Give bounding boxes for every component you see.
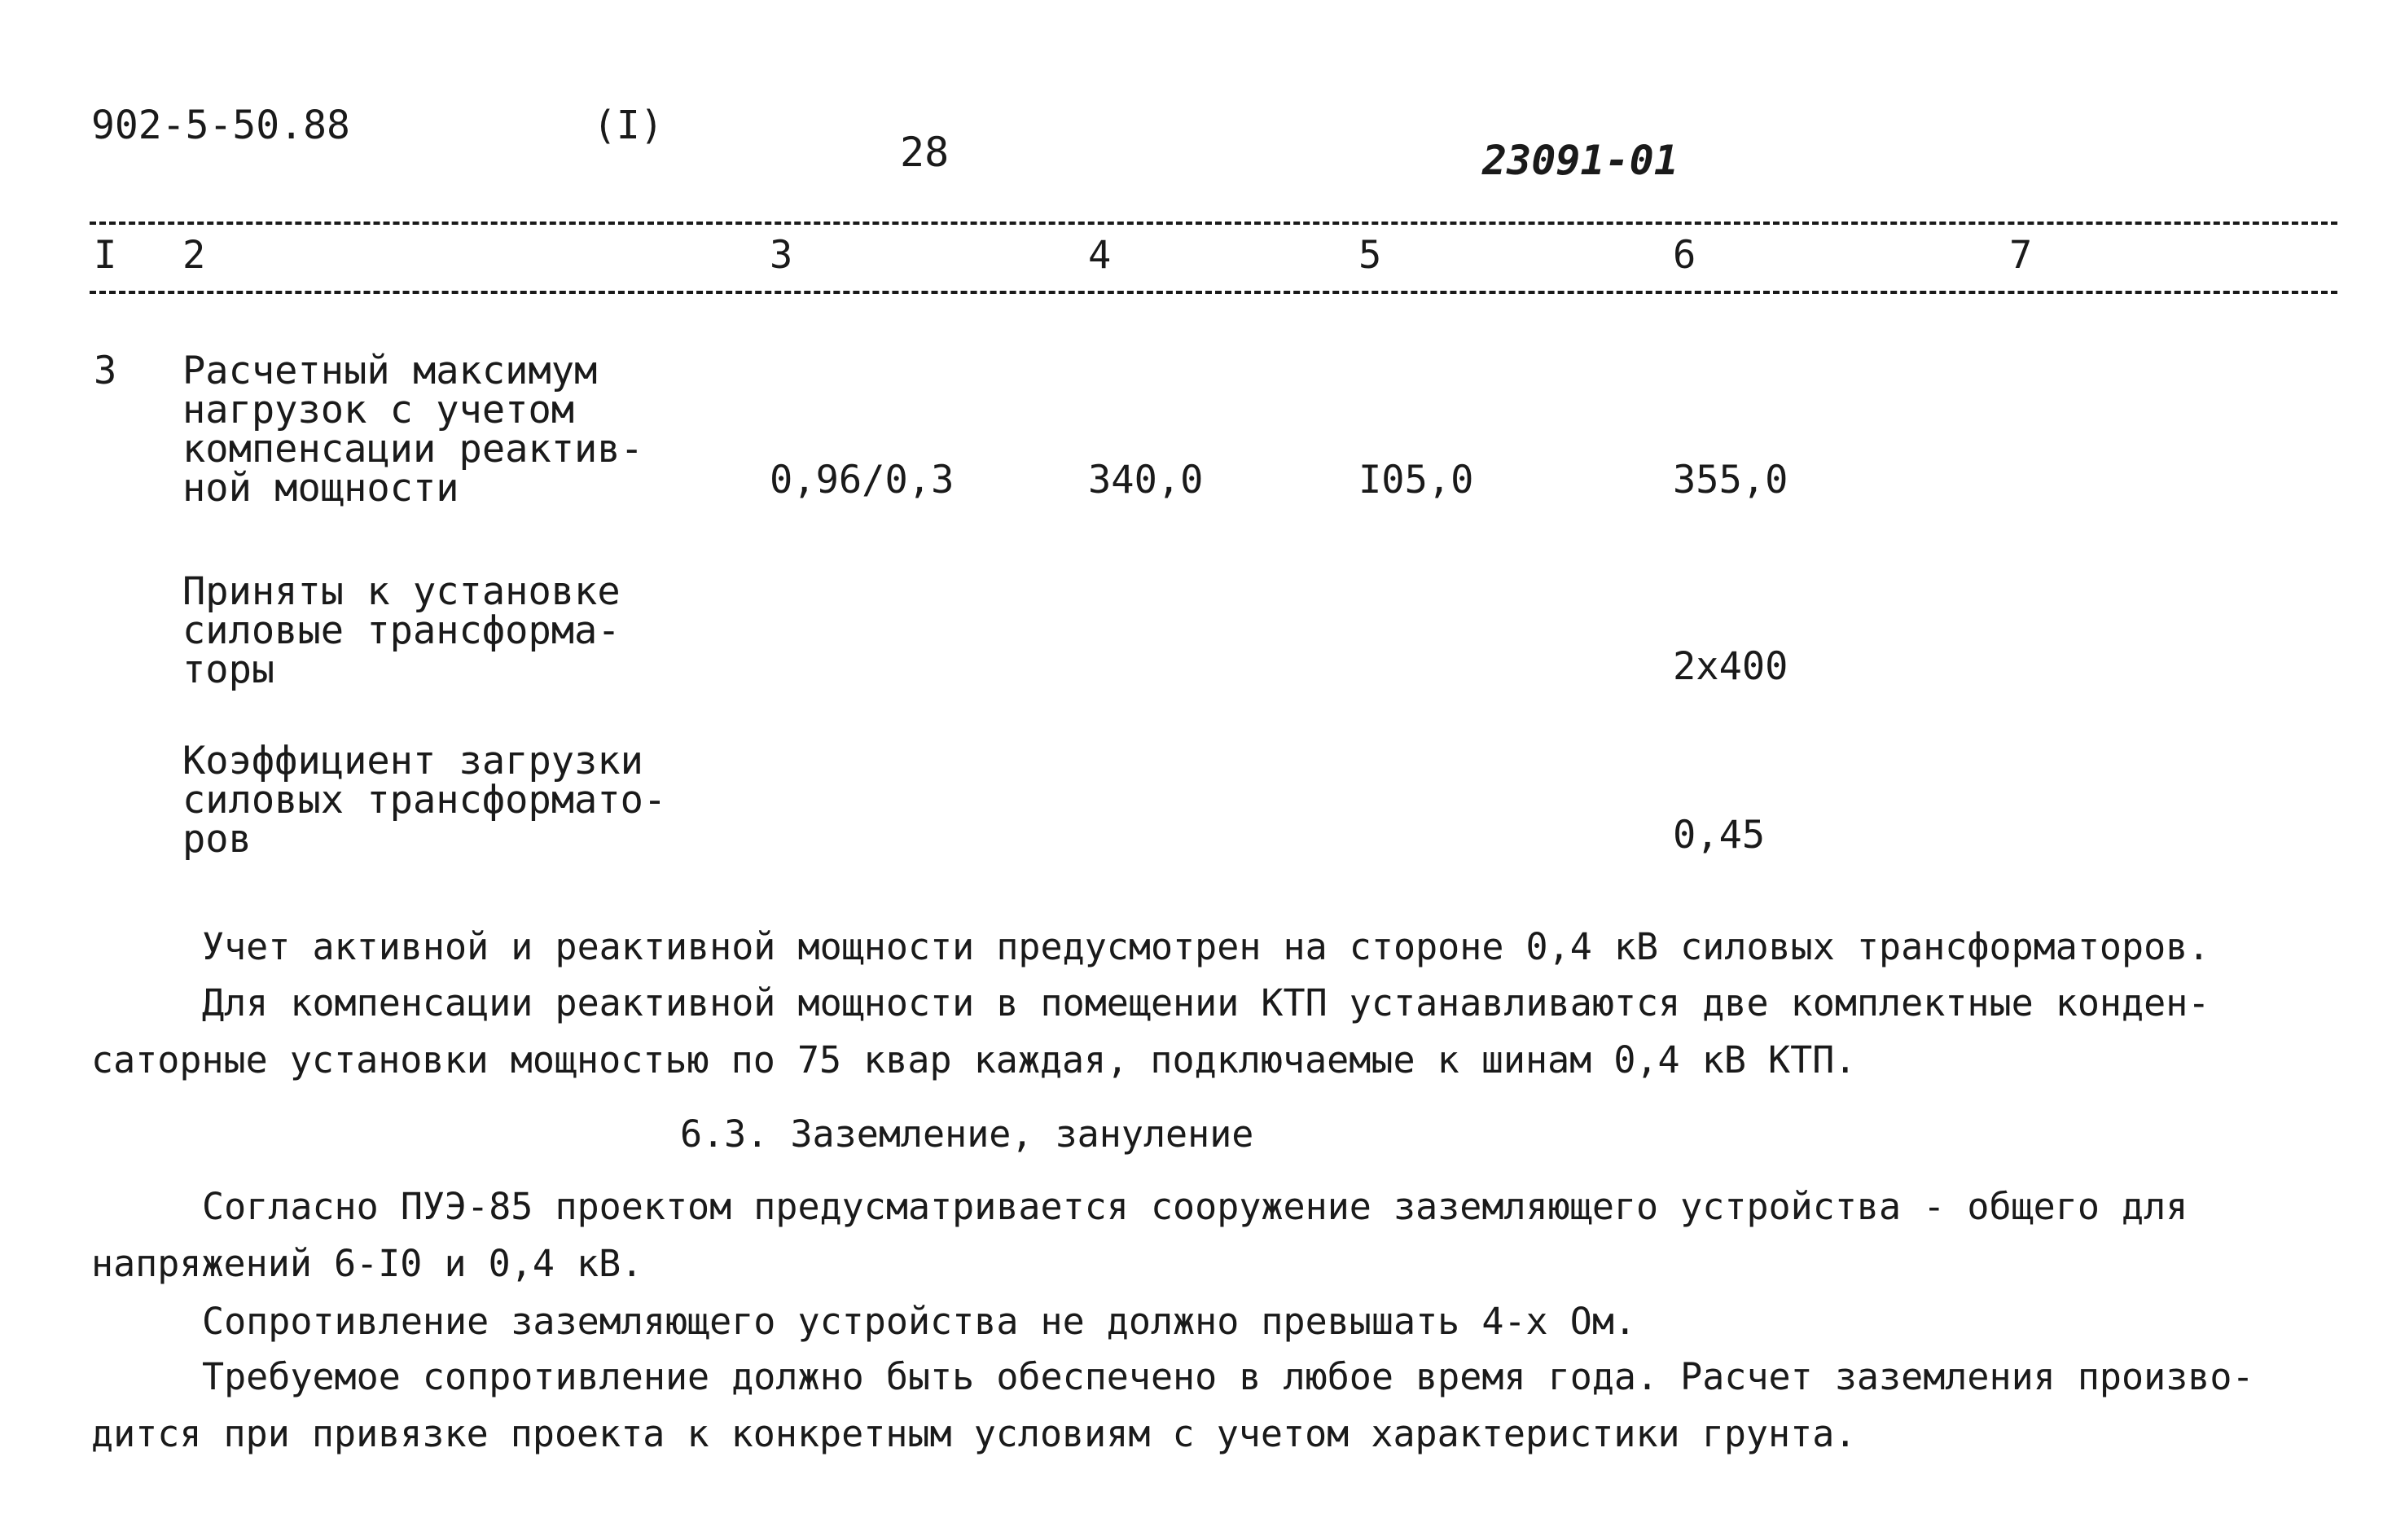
inventory-number: 23091-01 [1482,137,1679,184]
issue-number: (I) [593,103,664,148]
row-1-col6: 355,0 [1673,458,1788,502]
row-2-name: Приняты к установке силовые трансформа- торы [182,569,621,692]
row-2-col6: 2x400 [1673,644,1788,689]
row-3-name: Коэффициент загрузки силовых трансформато- ров [182,739,667,862]
document-number: 902-5-50.88 [91,103,350,148]
col-number-5: 5 [1358,233,1382,278]
paragraph-grounding-line-2: напряжений 6-I0 и 0,4 кВ. [91,1242,643,1285]
col-number-3: 3 [770,233,793,278]
row-1-col4: 340,0 [1088,458,1204,502]
paragraph-resistance: Сопротивление заземляющего устройства не должно превышать 4-х Ом. [202,1300,1636,1343]
table-top-rule [90,222,2337,225]
table-header-bottom-rule [90,291,2337,294]
paragraph-compensation-line-1: Для компенсации реактивной мощности в помещении КТП устанавливаются две комплектные конден- [202,981,2210,1024]
paragraph-required-line-1: Требуемое сопротивление должно быть обеспечено в любое время года. Расчет заземления произво- [202,1355,2254,1398]
row-1-col3: 0,96/0,3 [770,458,955,502]
col-number-7: 7 [2009,233,2033,278]
paragraph-compensation-line-2: саторные установки мощностью по 75 квар каждая, подключаемые к шинам 0,4 кВ КТП. [91,1038,1857,1082]
section-title: 6.3. Заземление, зануление [680,1112,1254,1156]
row-1-col5: I05,0 [1358,458,1474,502]
col-number-1: I [94,233,117,278]
paragraph-required-line-2: дится при привязке проекта к конкретным условиям с учетом характеристики грунта. [91,1412,1857,1455]
sheet-number: 28 [900,129,950,176]
col-number-2: 2 [182,233,206,278]
col-number-4: 4 [1088,233,1112,278]
row-1-name: Расчетный максимум нагрузок с учетом компенсации реактив- ной мощности [182,349,643,511]
paragraph-grounding-line-1: Согласно ПУЭ-85 проектом предусматривается сооружение заземляющего устройства - общего для [202,1185,2188,1228]
col-number-6: 6 [1673,233,1696,278]
row-3-col6: 0,45 [1673,813,1766,858]
row-1-number: 3 [94,349,117,393]
paragraph-metering: Учет активной и реактивной мощности предусмотрен на стороне 0,4 кВ силовых трансформаторов. [202,925,2210,968]
